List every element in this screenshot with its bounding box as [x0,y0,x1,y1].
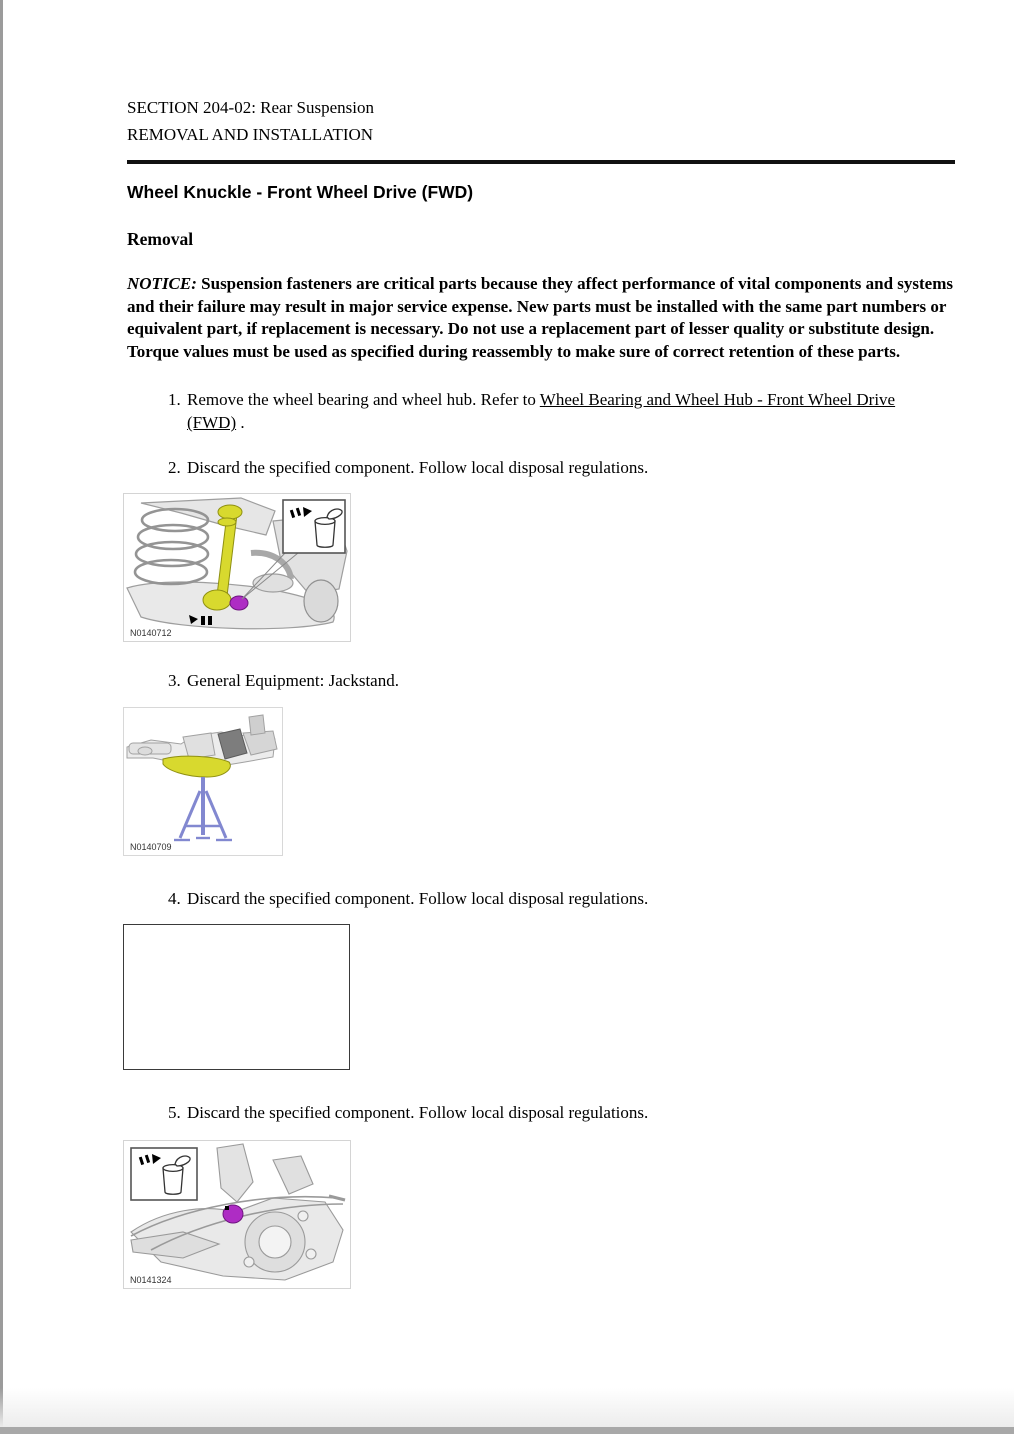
step-number: 4. [168,889,181,909]
step-2 [127,456,917,479]
page-bottom-edge [0,1427,1014,1434]
figure-label: N0140709 [130,842,172,853]
discard-inset-box [283,500,345,553]
figure-stabilizer-link [123,493,955,642]
step-text: Discard the specified component. Follow local disposal regulations. [187,889,649,909]
step-text: Discard the specified component. Follow local disposal regulations. [187,458,649,478]
notice-text: Suspension fasteners are critical parts because they affect performance of vital components and systems and their failure may result in major service expense. New parts must be installed with the same part numbers or equivalent part, if replacement is necessary. Do not use a replacement part of lesser quality or substitute design. Torque values must be used as specified during reassembly to make sure of correct retention of these parts. [127,274,953,361]
header-divider-rule [127,160,955,164]
step-text: Remove the wheel bearing and wheel hub. Refer to Wheel Bearing and Wheel Hub - Front Wheel Drive (FWD) . [187,390,896,433]
page-left-edge [0,0,3,1434]
step-number: 1. [168,390,181,410]
discard-bolt-highlight [223,1205,243,1223]
section-line2: REMOVAL AND INSTALLATION [127,125,374,144]
section-header [127,94,955,148]
discard-nut-highlight [230,596,248,610]
step-text: General Equipment: Jackstand. [187,671,399,691]
notice-paragraph [127,273,955,363]
step-4 [127,887,917,910]
step-5 [127,1101,917,1124]
figure-placeholder-empty [123,924,350,1070]
document-page [127,0,955,1289]
notice-label: NOTICE: [127,274,197,293]
figure-label: N0141324 [130,1275,172,1286]
discard-inset-box [131,1148,197,1200]
step-1 [127,388,917,434]
step-number: 2. [168,458,181,478]
step-text: Discard the specified component. Follow local disposal regulations. [187,1103,649,1123]
page-title: Wheel Knuckle - Front Wheel Drive (FWD) [127,182,474,202]
step-number: 3. [168,671,181,691]
removal-heading: Removal [127,229,194,249]
step-number: 5. [168,1103,181,1123]
figure-jackstand [123,707,955,856]
figure-wheel-knuckle [123,1140,955,1289]
figure-label: N0140712 [130,628,172,639]
section-line1: SECTION 204-02: Rear Suspension [127,98,374,117]
wheel-bearing-hub-link[interactable]: Wheel Bearing and Wheel Hub - Front Wheel Drive (FWD) [187,390,896,433]
step-3 [127,669,917,692]
